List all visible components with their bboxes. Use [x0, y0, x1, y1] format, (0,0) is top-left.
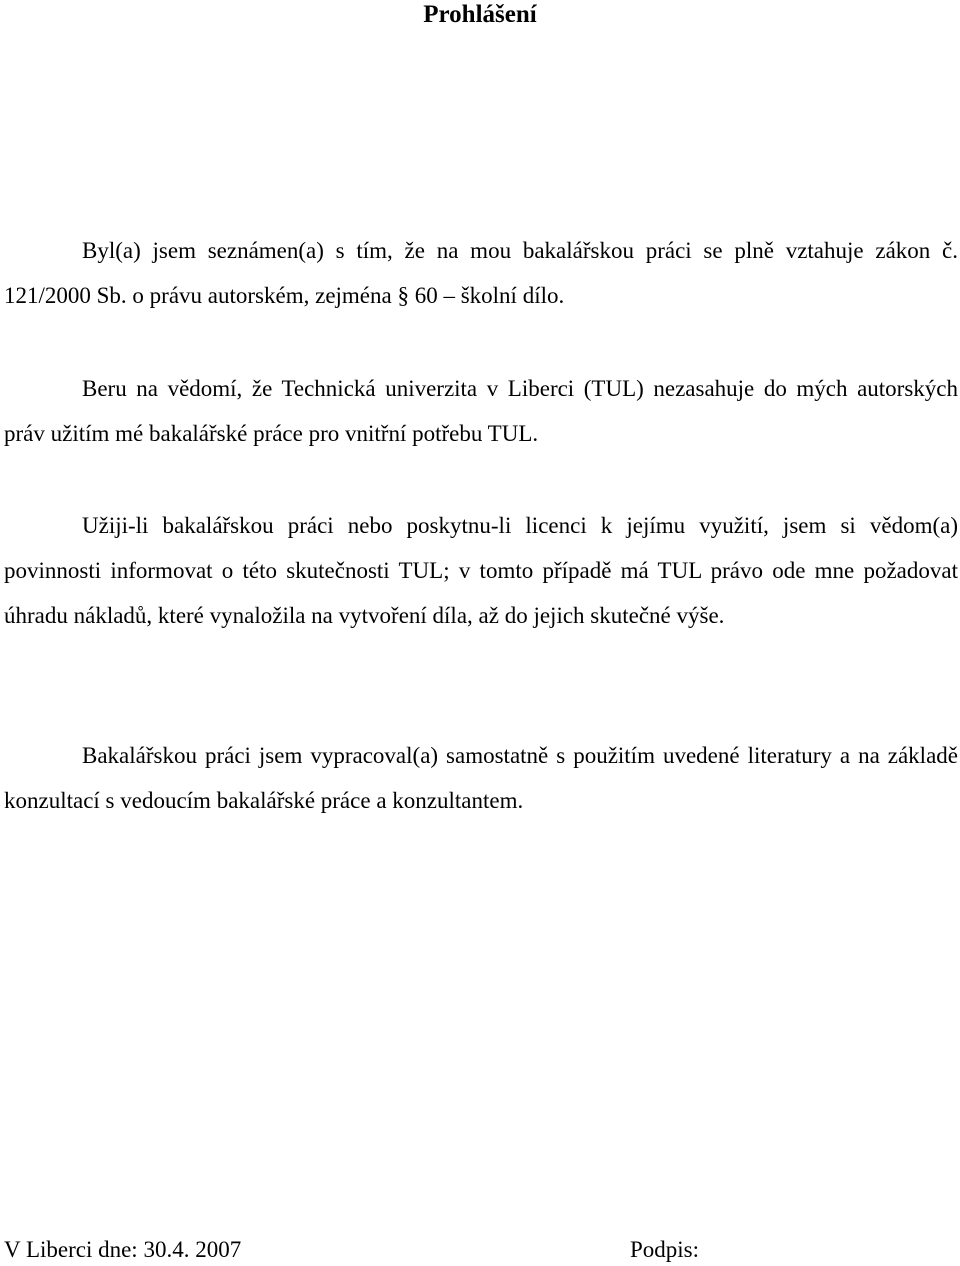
page-title: Prohlášení [423, 1, 537, 28]
paragraph-license-obligation: Užiji-li bakalářskou práci nebo poskytnu-li licenci k jejímu využití, jsem si vědom(a) povinnosti informovat o této skutečnosti TUL; v tomto případě má TUL právo ode mne požadovat úhradu nákladů, které vynaložila na vytvoření díla, až do jejich skutečné výše. [4, 513, 958, 628]
paragraph-tul-rights: Beru na vědomí, že Technická univerzita v Liberci (TUL) nezasahuje do mých autorských práv užitím mé bakalářské práce pro vnitřní potřebu TUL. [4, 376, 958, 446]
paragraph-independent-work: Bakalářskou práci jsem vypracoval(a) samostatně s použitím uvedené literatury a na základě konzultací s vedoucím bakalářské práce a konzultantem. [4, 743, 958, 813]
paragraph-copyright-law: Byl(a) jsem seznámen(a) s tím, že na mou bakalářskou práci se plně vztahuje zákon č. 121/2000 Sb. o právu autorském, zejména § 60 – školní dílo. [4, 238, 958, 308]
signature-label: Podpis: [630, 1237, 700, 1262]
place-date: V Liberci dne: 30.4. 2007 [4, 1237, 242, 1262]
